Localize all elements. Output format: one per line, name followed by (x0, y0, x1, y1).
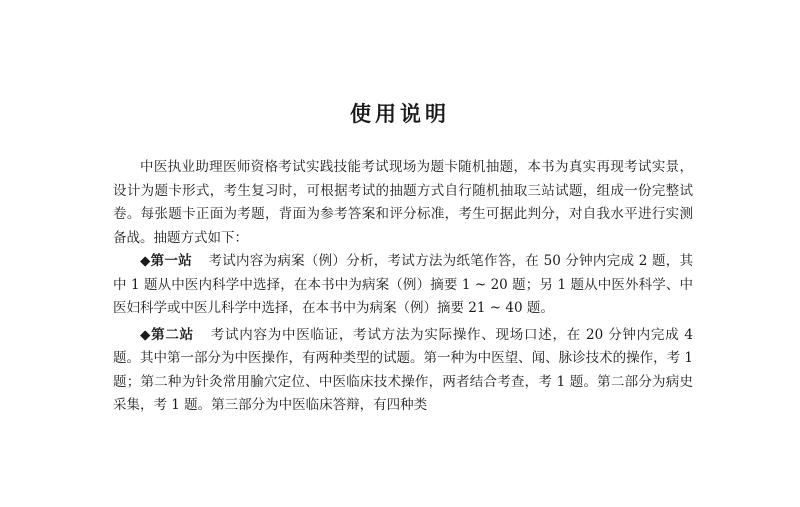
station-2-paragraph (113, 324, 693, 418)
document-body (113, 156, 693, 418)
station-1-text: 考试内容为病案（例）分析，考试方法为纸笔作答，在 50 分钟内完成 2 题，其中 1 题从中医内科学中选择，在本书中为病案（例）摘要 1 ~ 20 题；另 1 题从中医外科学、中医妇科学或中医儿科学中选择，在本书中为病案（例）摘要 21 ~ 40 题。 (113, 253, 693, 316)
intro-paragraph: 中医执业助理医师资格考试实践技能考试现场为题卡随机抽题，本书为真实再现考试实景，设计为题卡形式，考生复习时，可根据考试的抽题方式自行随机抽取三站试题，组成一份完整试卷。每张题卡正面为考题，背面为参考答案和评分标准，考生可据此判分，对自我水平进行实测备战。抽题方式如下： (113, 159, 693, 246)
station-1-heading: ◆第一站 (140, 253, 192, 269)
station-2-heading: ◆第二站 (140, 326, 194, 343)
station-1-paragraph (113, 250, 693, 321)
page-title: 使用说明 (350, 102, 450, 126)
station-2-text: 考试内容为中医临证，考试方法为实际操作、现场口述，在 20 分钟内完成 4 题。其中第一部分为中医操作，有两种类型的试题。第一种为中医望、闻、脉诊技术的操作，考 1 题；第二种为针灸常用腧穴定位、中医临床技术操作，两者结合考查，考 1 题。第二部分为病史采集，考 1 题。第三部分为中医临床答辩，有四种类 (113, 326, 694, 413)
